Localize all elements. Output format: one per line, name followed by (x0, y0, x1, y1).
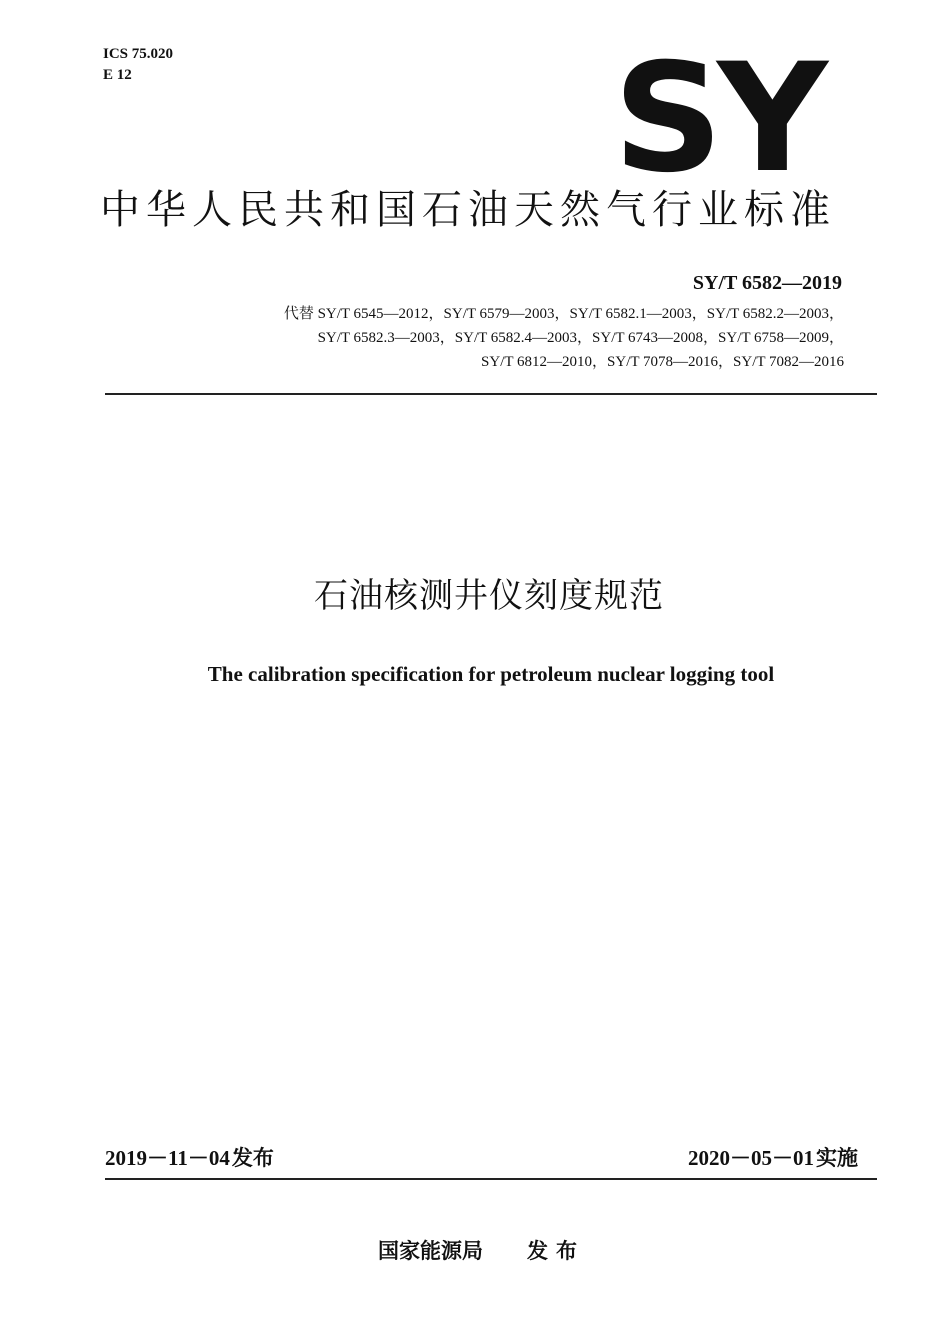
classification-codes (103, 44, 173, 86)
implement-date-row (688, 1144, 858, 1172)
document-title-cn: 石油核测井仪刻度规范 (314, 576, 664, 616)
publisher-line (378, 1236, 585, 1266)
replaces-block (154, 302, 844, 374)
issue-date-row (105, 1144, 274, 1172)
implement-label: 实施 (816, 1146, 858, 1170)
ics-code: ICS 75.020 (103, 46, 174, 62)
standard-category-heading: 中华人民共和国石油天然气行业标准 (100, 187, 836, 233)
publisher-action: 发布 (527, 1239, 585, 1263)
header-divider (105, 393, 877, 395)
publisher-name: 国家能源局 (378, 1239, 483, 1263)
document-title-en: The calibration specification for petroleum nuclear logging tool (207, 662, 775, 686)
sy-logo: SY (613, 32, 822, 206)
replaces-line: 代替 SY/T 6545—2012，SY/T 6579—2003，SY/T 6582.1—2003，SY/T 6582.2—2003， (283, 306, 844, 322)
standard-number: SY/T 6582—2019 (692, 272, 842, 294)
implement-date: 2020－05－01 (688, 1146, 814, 1170)
ccs-code: E 12 (103, 67, 132, 83)
issue-date: 2019－11－04 (105, 1146, 230, 1170)
issue-label: 发布 (231, 1146, 274, 1170)
footer-divider (105, 1178, 877, 1180)
replaces-line: SY/T 6582.3—2003，SY/T 6582.4—2003，SY/T 6743—2008，SY/T 6758—2009， (317, 330, 844, 346)
replaces-line: SY/T 6812—2010，SY/T 7078—2016，SY/T 7082—2016 (481, 354, 844, 370)
